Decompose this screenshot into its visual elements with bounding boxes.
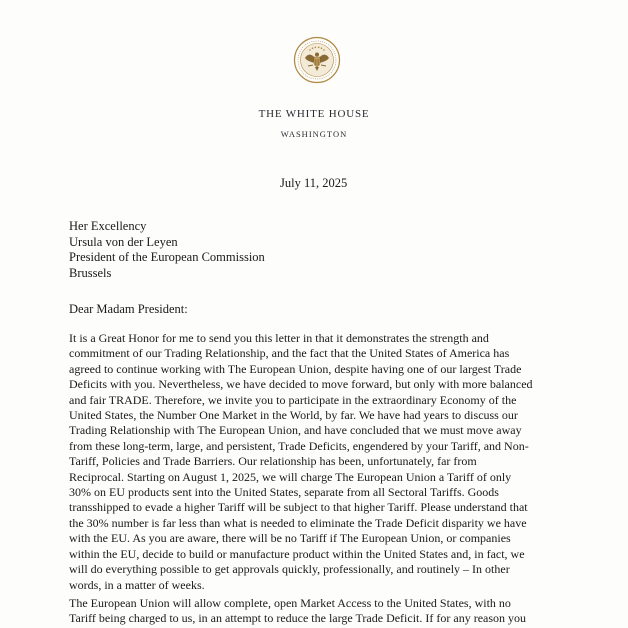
body-line: It is a Great Honor for me to send you this letter in that it demonstrates the strength and [69,331,489,345]
body-line: will do everything possible to get approvals quickly, professionally, and routinely – In other [69,562,510,577]
addressee-line: Her Excellency [69,219,147,233]
addressee-line: Ursula von der Leyen [69,234,178,249]
body-paragraph-1 [69,331,533,593]
body-line: Tariff being charged to us, in an attempt to reduce the large Trade Deficit. If for any reason you [69,611,527,626]
letter-date: July 11, 2025 [280,176,348,190]
body-line: within the EU, decide to build or manufacture product within the United States and, in fact, we [69,546,525,561]
body-line: Tariff, Policies and Trade Barriers. Our relationship has been, unfortunately, far from [69,454,477,469]
body-line: from these long-term, large, and persistent, Trade Deficits, engendered by your Tariff, and Non- [69,438,529,453]
letterhead-location: WASHINGTON [280,129,348,139]
letterhead-organization: THE WHITE HOUSE [258,108,370,120]
body-line: 30% on EU products sent into the United States, separate from all Sectoral Tariffs. Goods [69,485,499,500]
body-line: words, in a matter of weeks. [69,577,205,592]
addressee-block [69,219,265,281]
body-line: Reciprocal. Starting on August 1, 2025, we will charge The European Union a Tariff of only [69,469,512,484]
body-line: with the EU. As you are aware, there will be no Tariff if The European Union, or companies [69,531,511,546]
body-line: transshipped to evade a higher Tariff will be subject to that higher Tariff. Please understand that [69,500,528,515]
body-line: Trading Relationship with The European Union, and have concluded that we must move away [69,423,522,438]
addressee-line: Brussels [69,265,112,280]
body-line: agreed to continue working with The European Union, despite having one of our largest Trade [69,361,522,376]
body-line: commitment of our Trading Relationship, and the fact that the United States of America has [69,346,510,361]
addressee-line: President of the European Commission [69,250,265,265]
body-line: United States, the Number One Market in the World, by far. We have had years to discuss our [69,408,518,423]
body-line: The European Union will allow complete, open Market Access to the United States, with no [69,596,511,610]
body-line: the 30% number is far less than what is needed to eliminate the Trade Deficit disparity we have [69,515,527,530]
body-paragraph-2 [69,596,526,627]
body-line: and fair TRADE. Therefore, we invite you to participate in the extraordinary Economy of the [69,392,517,407]
salutation: Dear Madam President: [69,302,188,316]
body-line: Deficits with you. Nevertheless, we have decided to move forward, but only with more balanced [69,377,533,392]
presidential-seal-icon [293,36,341,84]
